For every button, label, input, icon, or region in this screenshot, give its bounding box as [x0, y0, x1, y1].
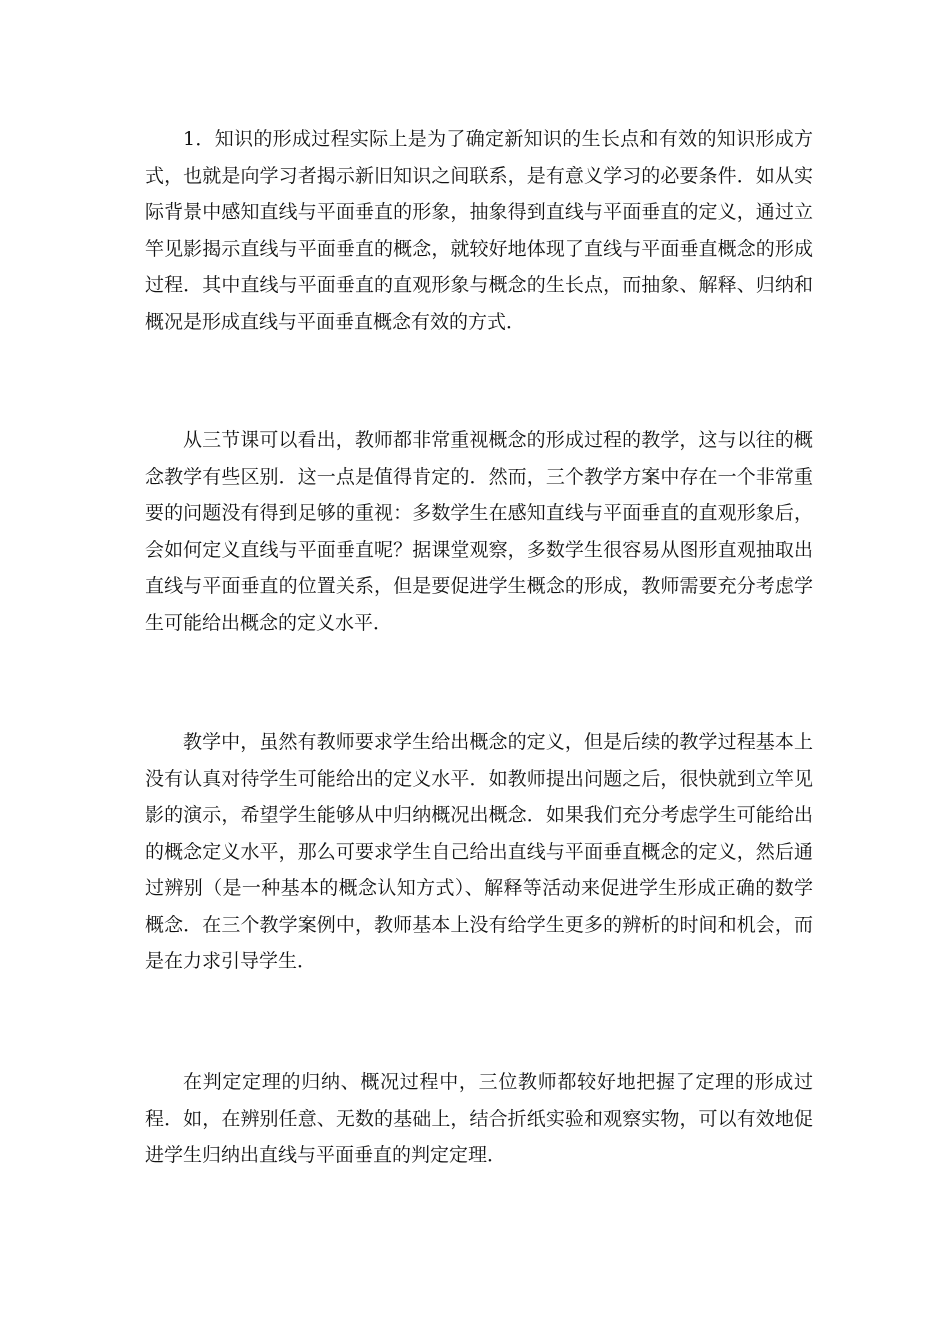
paragraph-4: 在判定定理的归纳、概况过程中，三位教师都较好地把握了定理的形成过程．如，在辨别任意、无数的基础上，结合折纸实验和观察实物，可以有效地促进学生归纳出直线与平面垂直的判定定理． [145, 1071, 813, 1166]
paragraph-1: 1．知识的形成过程实际上是为了确定新知识的生长点和有效的知识形成方式，也就是向学习者揭示新旧知识之间联系，是有意义学习的必要条件．如从实际背景中感知直线与平面垂直的形象，抽象得到直线与平面垂直的定义，通过立竿见影揭示直线与平面垂直的概念，就较好地体现了直线与平面垂直概念的形成过程．其中直线与平面垂直的直观形象与概念的生长点，而抽象、解释、归纳和概况是形成直线与平面垂直概念有效的方式． [145, 128, 813, 333]
paragraph-3: 教学中，虽然有教师要求学生给出概念的定义，但是后续的教学过程基本上没有认真对待学生可能给出的定义水平．如教师提出问题之后，很快就到立竿见影的演示，希望学生能够从中归纳概况出概念．如果我们充分考虑学生可能给出的概念定义水平，那么可要求学生自己给出直线与平面垂直概念的定义，然后通过辨别（是一种基本的概念认知方式）、解释等活动来促进学生形成正确的数学概念．在三个教学案例中，教师基本上没有给学生更多的辨析的时间和机会，而是在力求引导学生． [145, 731, 813, 972]
paragraph-2: 从三节课可以看出，教师都非常重视概念的形成过程的教学，这与以往的概念教学有些区别．这一点是值得肯定的．然而，三个教学方案中存在一个非常重要的问题没有得到足够的重视：多数学生在感知直线与平面垂直的直观形象后，会如何定义直线与平面垂直呢？据课堂观察，多数学生很容易从图形直观抽取出直线与平面垂直的位置关系，但是要促进学生概念的形成，教师需要充分考虑学生可能给出概念的定义水平． [145, 429, 813, 634]
